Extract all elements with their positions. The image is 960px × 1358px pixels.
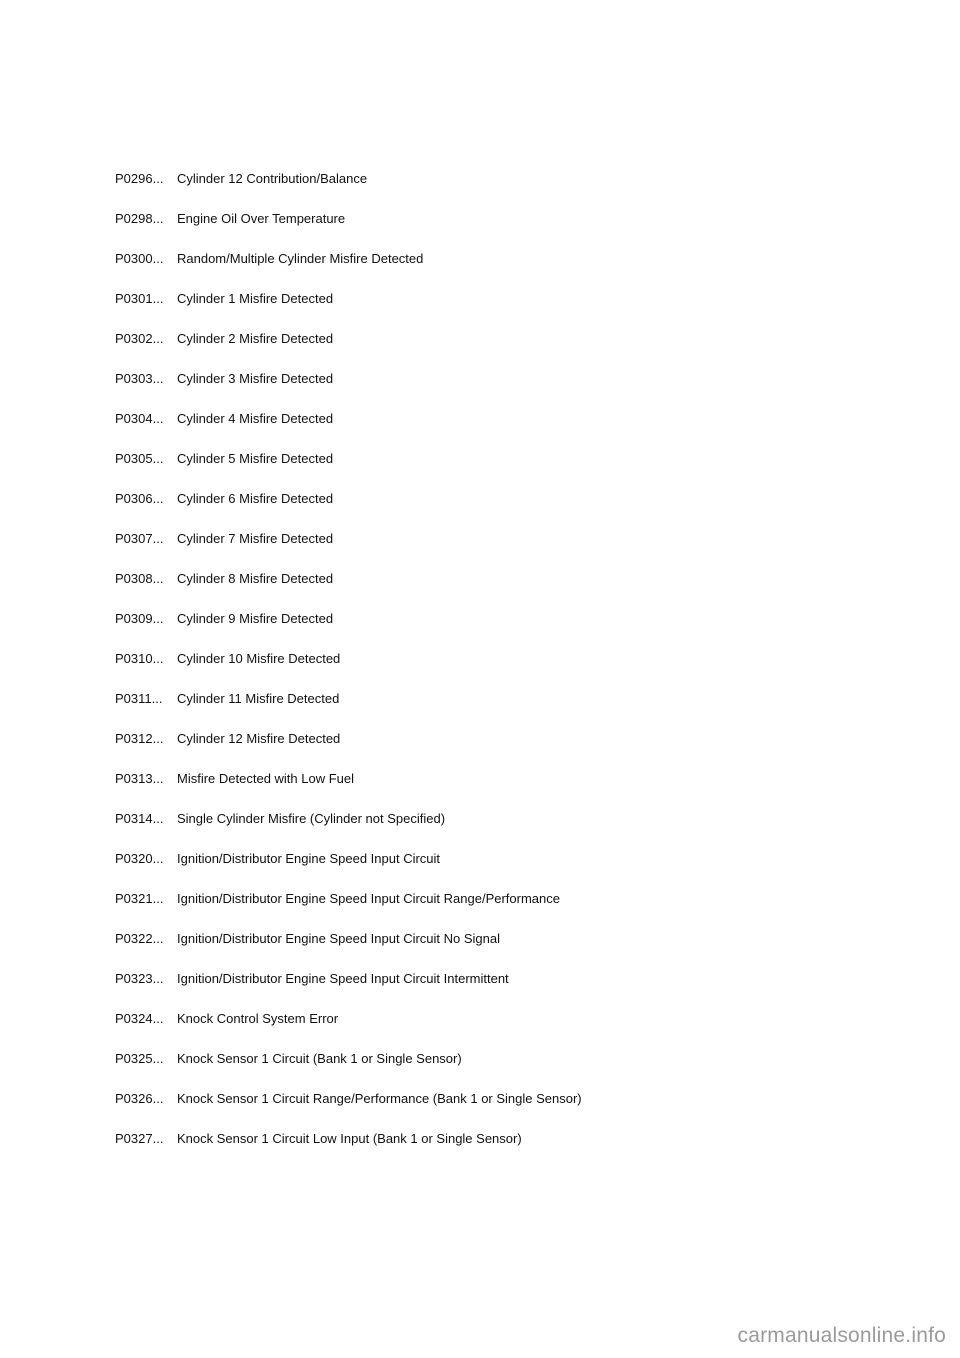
code-row xyxy=(115,650,835,690)
watermark: carmanualsonline.info xyxy=(737,1324,946,1347)
dtc-description: Ignition/Distributor Engine Speed Input Circuit Intermittent xyxy=(177,971,509,986)
dtc-code: P0327... xyxy=(115,1131,164,1146)
dtc-code: P0312... xyxy=(115,731,164,746)
dtc-code: P0314... xyxy=(115,811,164,826)
dtc-description: Cylinder 4 Misfire Detected xyxy=(177,411,334,426)
dtc-description: Cylinder 5 Misfire Detected xyxy=(177,451,334,466)
dtc-code: P0326... xyxy=(115,1091,164,1106)
dtc-code: P0306... xyxy=(115,491,164,506)
code-row xyxy=(115,450,835,490)
code-row xyxy=(115,890,835,930)
dtc-description: Cylinder 10 Misfire Detected xyxy=(177,651,341,666)
dtc-description: Cylinder 9 Misfire Detected xyxy=(177,611,334,626)
code-row xyxy=(115,970,835,1010)
dtc-code: P0301... xyxy=(115,291,164,306)
code-row xyxy=(115,810,835,850)
dtc-description: Ignition/Distributor Engine Speed Input Circuit xyxy=(177,851,441,866)
dtc-description: Knock Control System Error xyxy=(177,1011,339,1026)
dtc-code: P0320... xyxy=(115,851,164,866)
dtc-code: P0296... xyxy=(115,171,164,186)
code-row xyxy=(115,850,835,890)
dtc-code: P0313... xyxy=(115,771,164,786)
dtc-description: Cylinder 1 Misfire Detected xyxy=(177,291,334,306)
dtc-description: Ignition/Distributor Engine Speed Input Circuit Range/Performance xyxy=(177,891,560,906)
dtc-code: P0311... xyxy=(115,691,163,706)
dtc-description: Cylinder 12 Misfire Detected xyxy=(177,731,341,746)
code-row xyxy=(115,1050,835,1090)
dtc-description: Cylinder 11 Misfire Detected xyxy=(177,691,340,706)
dtc-code: P0325... xyxy=(115,1051,164,1066)
dtc-description: Knock Sensor 1 Circuit Range/Performance (Bank 1 or Single Sensor) xyxy=(177,1091,582,1106)
code-row xyxy=(115,930,835,970)
code-row xyxy=(115,1010,835,1050)
code-row xyxy=(115,570,835,610)
dtc-code: P0321... xyxy=(115,891,164,906)
dtc-code: P0302... xyxy=(115,331,164,346)
code-row xyxy=(115,1090,835,1130)
dtc-description: Cylinder 8 Misfire Detected xyxy=(177,571,334,586)
dtc-description: Knock Sensor 1 Circuit (Bank 1 or Single Sensor) xyxy=(177,1051,462,1066)
dtc-description: Cylinder 6 Misfire Detected xyxy=(177,491,334,506)
code-row xyxy=(115,530,835,570)
dtc-code: P0303... xyxy=(115,371,164,386)
dtc-code: P0322... xyxy=(115,931,164,946)
dtc-code: P0298... xyxy=(115,211,164,226)
dtc-description: Cylinder 2 Misfire Detected xyxy=(177,331,334,346)
dtc-description: Cylinder 7 Misfire Detected xyxy=(177,531,334,546)
dtc-description: Ignition/Distributor Engine Speed Input Circuit No Signal xyxy=(177,931,501,946)
code-row xyxy=(115,770,835,810)
code-row xyxy=(115,1130,835,1170)
dtc-code: P0305... xyxy=(115,451,164,466)
dtc-code: P0308... xyxy=(115,571,164,586)
code-row xyxy=(115,410,835,450)
dtc-code: P0310... xyxy=(115,651,164,666)
dtc-code: P0323... xyxy=(115,971,164,986)
dtc-code: P0307... xyxy=(115,531,164,546)
dtc-description: Single Cylinder Misfire (Cylinder not Specified) xyxy=(177,811,446,826)
dtc-code: P0304... xyxy=(115,411,164,426)
code-row xyxy=(115,370,835,410)
dtc-description: Engine Oil Over Temperature xyxy=(177,211,346,226)
dtc-description: Random/Multiple Cylinder Misfire Detected xyxy=(177,251,424,266)
code-row xyxy=(115,490,835,530)
code-row xyxy=(115,330,835,370)
code-row xyxy=(115,250,835,290)
code-row xyxy=(115,170,835,210)
dtc-code-list xyxy=(115,170,835,1170)
dtc-code: P0309... xyxy=(115,611,164,626)
dtc-code: P0324... xyxy=(115,1011,164,1026)
dtc-description: Cylinder 3 Misfire Detected xyxy=(177,371,334,386)
dtc-description: Knock Sensor 1 Circuit Low Input (Bank 1 or Single Sensor) xyxy=(177,1131,522,1146)
dtc-description: Misfire Detected with Low Fuel xyxy=(177,771,355,786)
code-row xyxy=(115,210,835,250)
dtc-code: P0300... xyxy=(115,251,164,266)
dtc-description: Cylinder 12 Contribution/Balance xyxy=(177,171,368,186)
code-row xyxy=(115,730,835,770)
code-row xyxy=(115,610,835,650)
code-row xyxy=(115,290,835,330)
code-row xyxy=(115,690,835,730)
